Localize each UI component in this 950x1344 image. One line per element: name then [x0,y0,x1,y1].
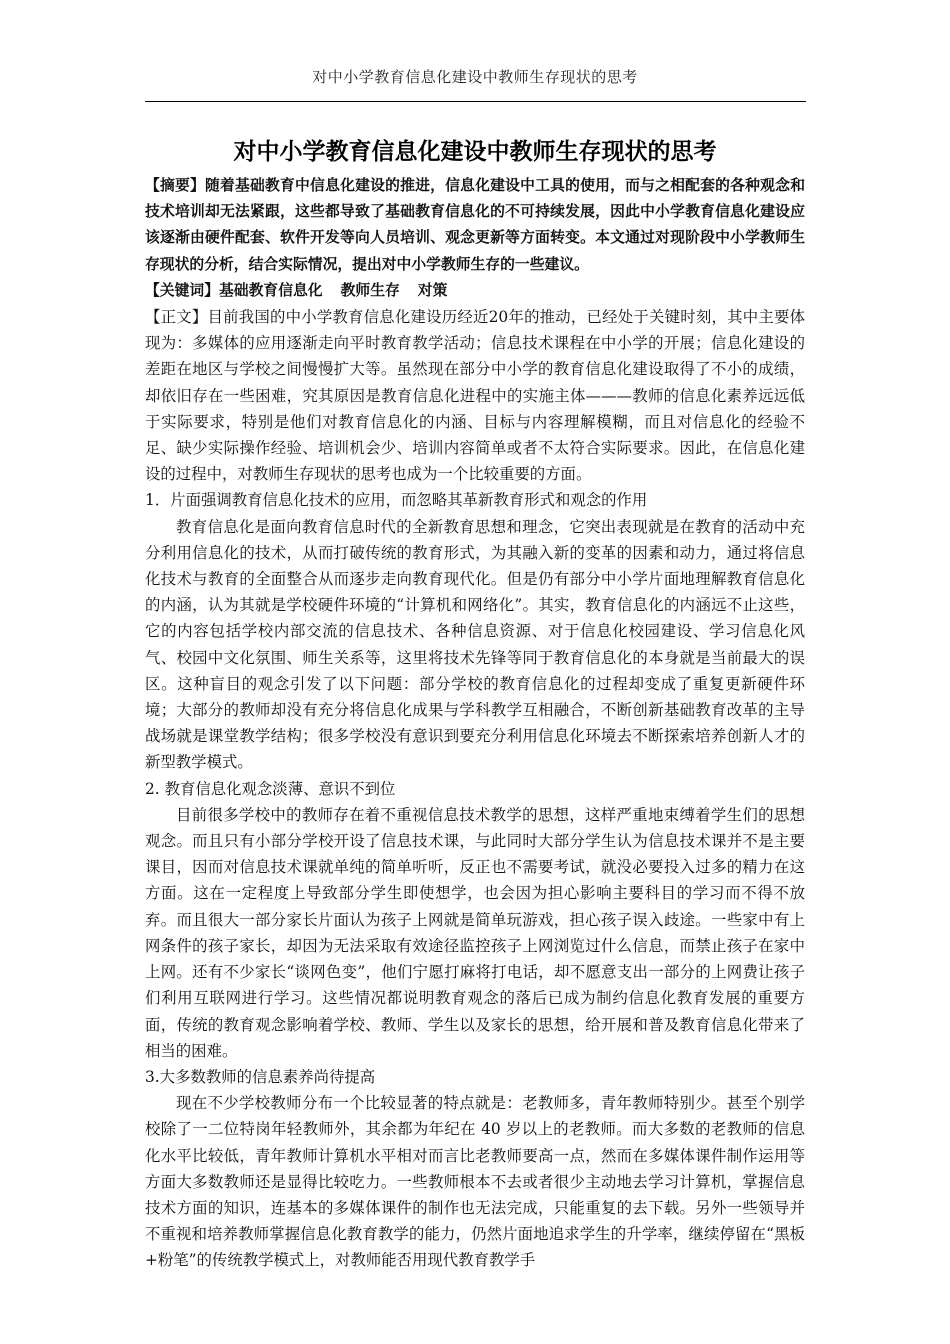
abstract-text: 随着基础教育中信息化建设的推进，信息化建设中工具的使用，而与之相配套的各种观念和技术培训却无法紧跟，这些都导致了基础教育信息化的不可持续发展，因此中小学教育信息化建设应该逐渐由硬件配套、软件开发等向人员培训、观念更新等方面转变。本文通过对现阶段中小学教师生存现状的分析，结合实际情况，提出对中小学教师生存的一些建议。 [145,177,805,273]
section-paragraph: 现在不少学校教师分布一个比较显著的特点就是：老教师多，青年教师特别少。甚至个别学校除了一二位特岗年轻教师外，其余都为年纪在 40 岁以上的老教师。而大多数的老教师的信息化水平比较低，青年教师计算机水平相对而言比老教师要高一点，然而在多媒体课件制作运用等方面大多数教师还是显得比较吃力。一些教师根本不去或者很少主动地去学习计算机，掌握信息技术方面的知识，连基本的多媒体课件的制作也无法完成，只能重复的去下载。另外一些领导并不重视和培养教师掌握信息化教育教学的能力，仍然片面地追求学生的升学率，继续停留在“黑板+粉笔”的传统教学模式上，对教师能否用现代教育教学手 [145,1094,805,1270]
document-body [145,173,805,1274]
section-paragraph: 目前很多学校中的教师存在着不重视信息技术教学的思想，这样严重地束缚着学生们的思想观念。而且只有小部分学校开设了信息技术课，与此同时大部分学生认为信息技术课并不是主要课目，因而对信息技术课就单纯的简单听听，反正也不需要考试，就没必要投入过多的精力在这方面。这在一定程度上导致部分学生即使想学，也会因为担心影响主要科目的学习而不得不放弃。而且很大一部分家长片面认为孩子上网就是简单玩游戏，担心孩子误入歧途。一些家中有上网条件的孩子家长，却因为无法采取有效途径监控孩子上网浏览过什么信息，而禁止孩子在家中上网。还有不少家长“谈网色变”，他们宁愿打麻将打电话，却不愿意支出一部分的上网费让孩子们利用互联网进行学习。这些情况都说明教育观念的落后已成为制约信息化教育发展的重要方面，传统的教育观念影响着学校、教师、学生以及家长的思想，给开展和普及教育信息化带来了相当的困难。 [145,805,805,1060]
intro-label: 【正文】 [145,308,208,327]
section-heading: 2. 教育信息化观念淡薄、意识不到位 [145,779,396,798]
keyword-item: 教师生存 [340,281,400,299]
keywords-label: 【关键词】 [145,281,219,299]
keyword-item: 对策 [417,281,448,299]
section-heading: 1．片面强调教育信息化技术的应用，而忽略其革新教育形式和观念的作用 [145,491,648,510]
section-heading: 3.大多数教师的信息素养尚待提高 [145,1067,376,1086]
abstract [145,173,805,278]
intro-text: 目前我国的中小学教育信息化建设历经近20年的推动，已经处于关键时刻，其中主要体现为：多媒体的应用逐渐走向平时教育教学活动；信息技术课程在中小学的开展；信息化建设的差距在地区与学校之间慢慢扩大等。虽然现在部分中小学的教育信息化建设取得了不小的成绩，却依旧存在一些困难，究其原因是教育信息化进程中的实施主体———教师的信息化素养远远低于实际要求，特别是他们对教育信息化的内涵、目标与内容理解模糊，而且对信息化的经验不足、缺少实际操作经验、培训机会少、培训内容简单或者不太符合实际要求。因此，在信息化建设的过程中，对教师生存现状的思考也成为一个比较重要的方面。 [145,308,805,484]
running-header: 对中小学教育信息化建设中教师生存现状的思考 [312,68,638,86]
keyword-item: 基础教育信息化 [219,281,323,299]
keywords [145,278,805,304]
document-title: 对中小学教育信息化建设中教师生存现状的思考 [233,139,717,165]
intro-paragraph [145,304,805,487]
header-divider [145,101,806,102]
section-paragraph: 教育信息化是面向教育信息时代的全新教育思想和理念，它突出表现就是在教育的活动中充分利用信息化的技术，从而打破传统的教育形式，为其融入新的变革的因素和动力，通过将信息化技术与教育的全面整合从而逐步走向教育现代化。但是仍有部分中小学片面地理解教育信息化的内涵，认为其就是学校硬件环境的“计算机和网络化”。其实，教育信息化的内涵远不止这些，它的内容包括学校内部交流的信息技术、各种信息资源、对于信息化校园建设、学习信息化风气、校园中文化氛围、师生关系等，这里将技术先锋等同于教育信息化的本身就是当前最大的误区。这种盲目的观念引发了以下问题：部分学校的教育信息化的过程却变成了重复更新硬件环境；大部分的教师却没有充分将信息化成果与学科教学互相融合，不断创新基础教育改革的主导战场就是课堂教学结构；很多学校没有意识到要充分利用信息化环境去不断探索培养创新人才的新型教学模式。 [145,517,805,772]
abstract-label: 【摘要】 [145,177,206,194]
